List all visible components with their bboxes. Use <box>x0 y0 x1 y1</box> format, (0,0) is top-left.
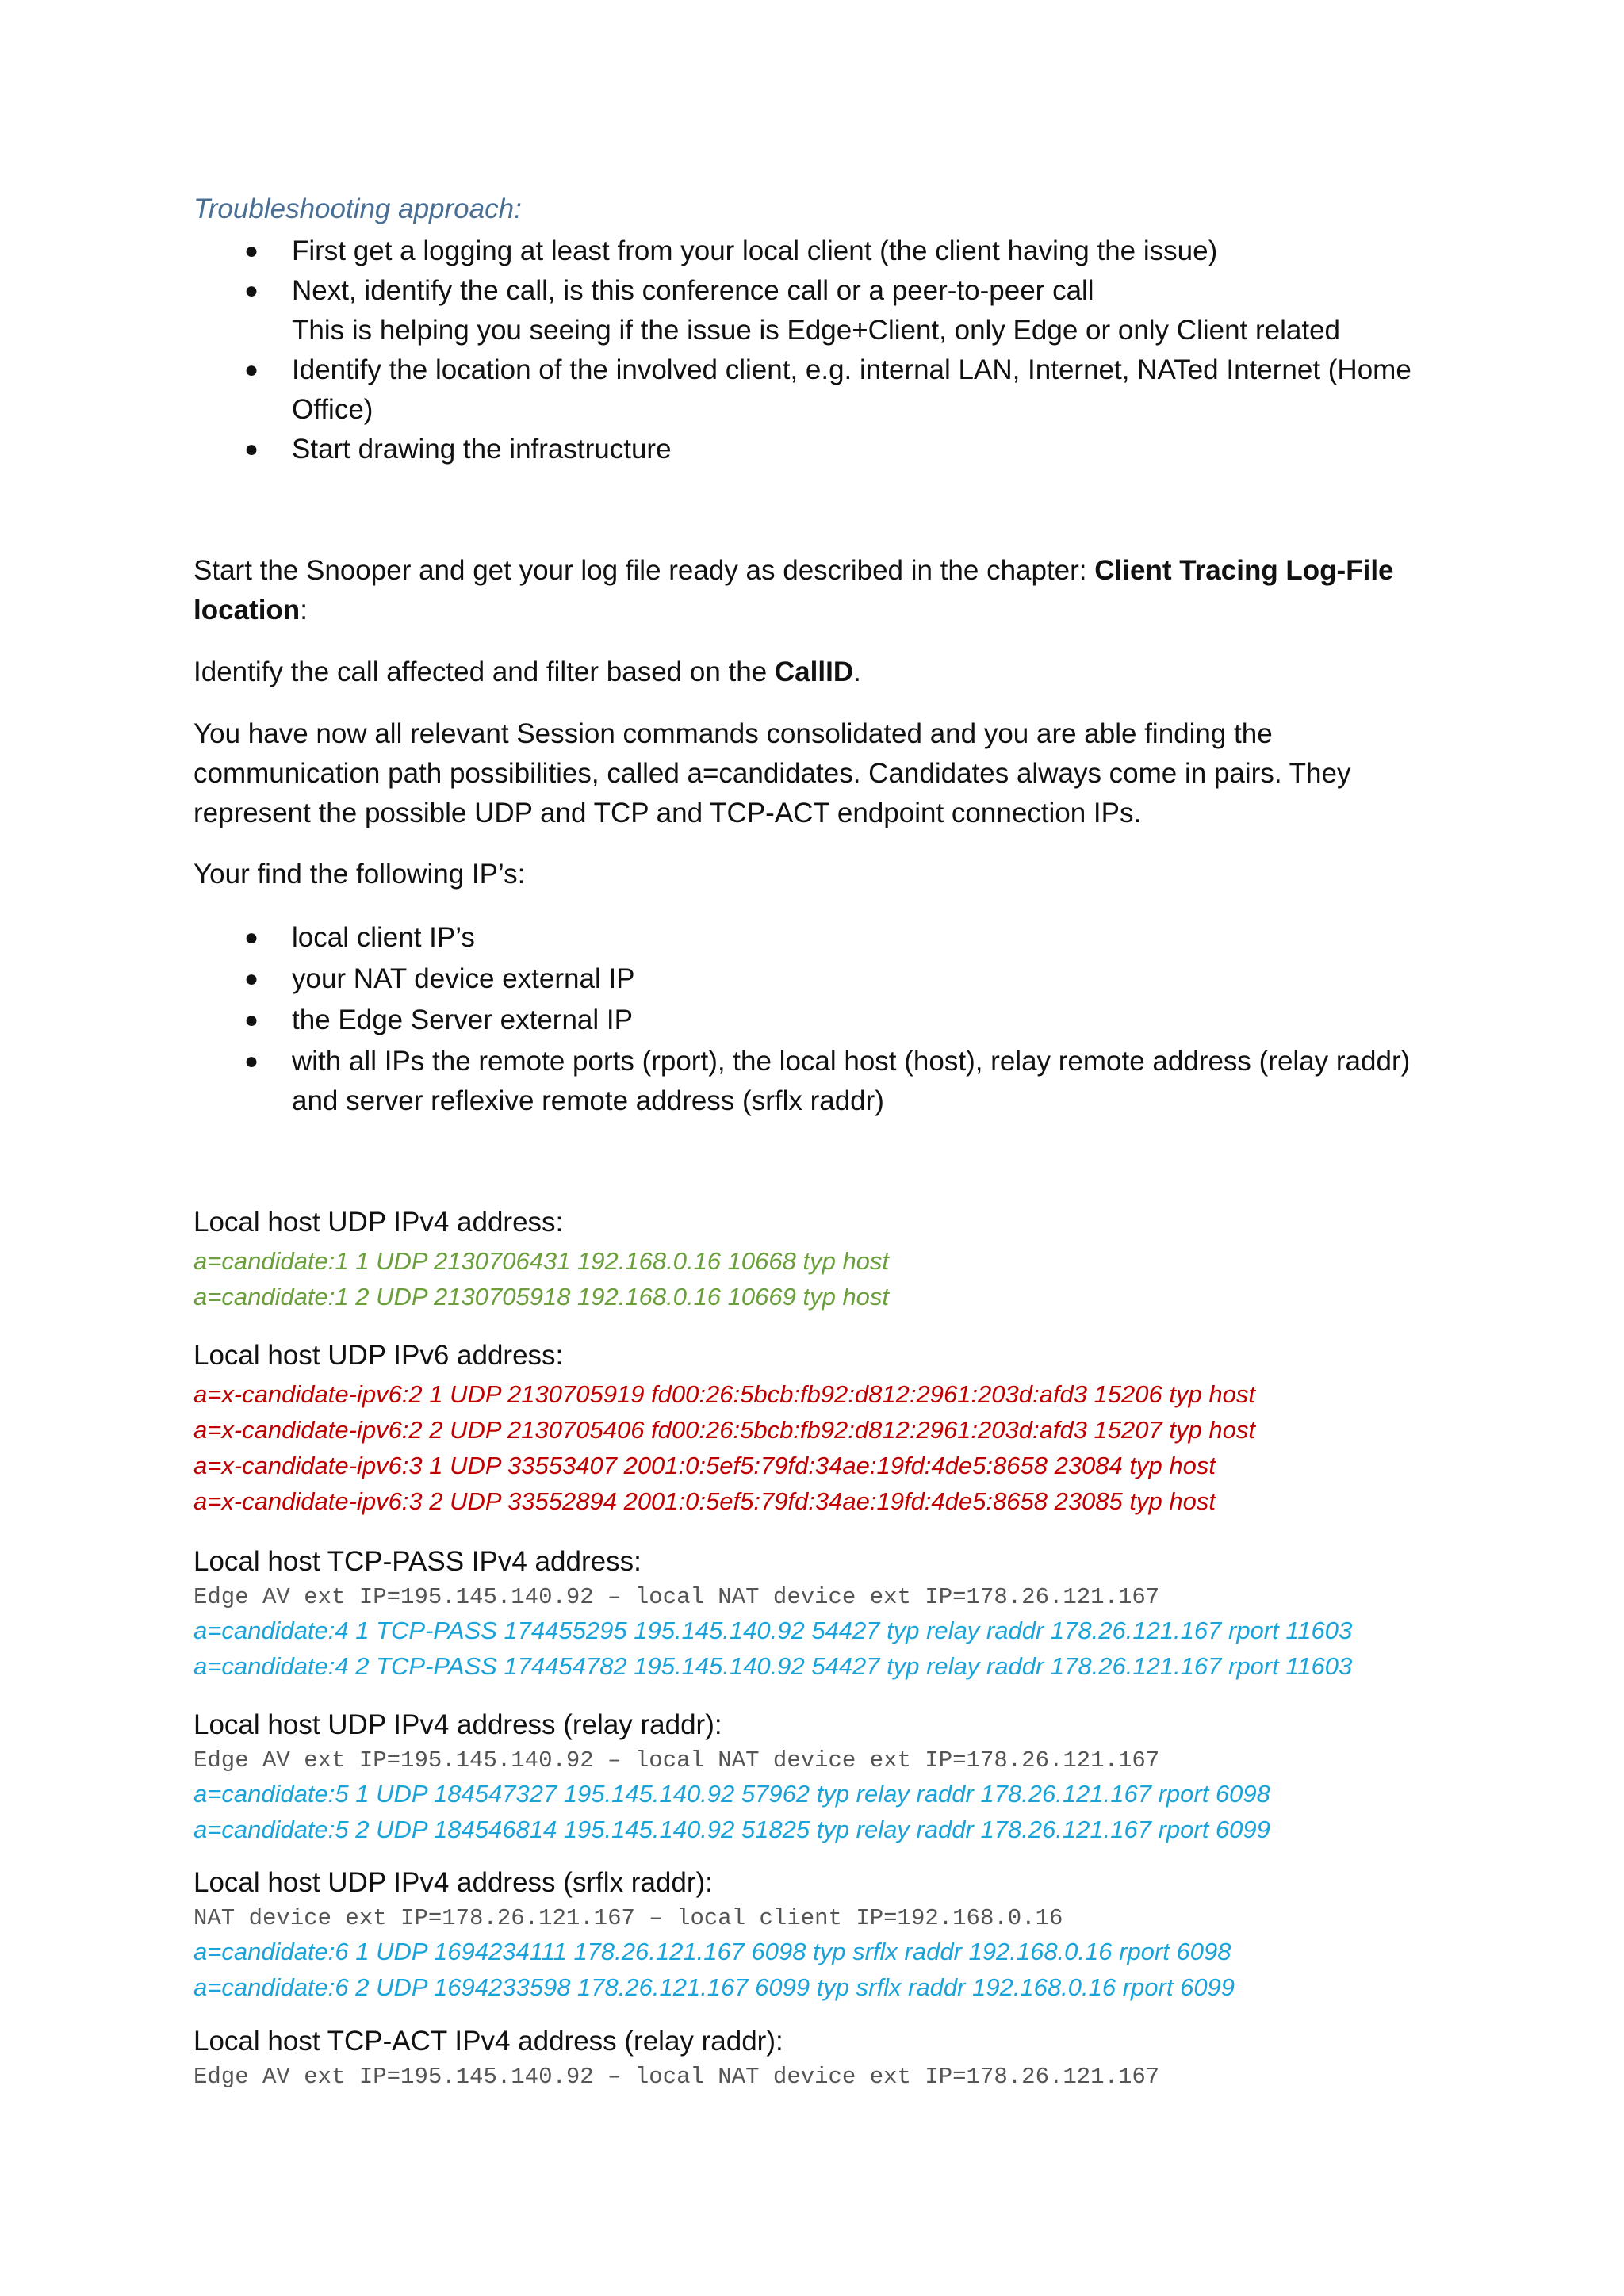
list-item <box>193 959 1446 999</box>
ip-summary-line: NAT device ext IP=178.26.121.167 – local client IP=192.168.0.16 <box>193 1905 1063 1931</box>
udp-ipv6-heading: Local host UDP IPv6 address: <box>193 1340 564 1371</box>
list-item <box>193 350 1446 430</box>
identify-paragraph <box>193 652 1446 692</box>
ip-summary-line: Edge AV ext IP=195.145.140.92 – local NAT device ext IP=178.26.121.167 <box>193 1747 1160 1774</box>
identify-text: Identify the call affected and filter based on the <box>193 656 775 687</box>
list-item-text: First get a logging at least from your local client (the client having the issue) <box>292 235 1218 266</box>
list-item <box>193 430 1446 469</box>
list-item-text: with all IPs the remote ports (rport), the local host (host), relay remote address (relay raddr) and server reflexive remote address (srflx raddr) <box>292 1046 1411 1116</box>
udp-relay-heading: Local host UDP IPv4 address (relay raddr): <box>193 1709 722 1740</box>
bullet-icon: ● <box>244 924 259 951</box>
list-item <box>193 918 1446 958</box>
find-list <box>193 918 1446 1121</box>
udp-srflx-heading: Local host UDP IPv4 address (srflx raddr): <box>193 1867 713 1898</box>
bullet-icon: ● <box>244 436 259 462</box>
candidate-line: a=candidate:4 2 TCP-PASS 174454782 195.145.140.92 54427 typ relay raddr 178.26.121.167 rport 11603 <box>193 1652 1353 1680</box>
candidate-line: a=x-candidate-ipv6:2 2 UDP 2130705406 fd00:26:5bcb:fb92:d812:2961:203d:afd3 15207 typ host <box>193 1416 1255 1444</box>
udp-ipv4-heading: Local host UDP IPv4 address: <box>193 1207 564 1238</box>
bullet-icon: ● <box>244 1007 259 1033</box>
list-item <box>193 1042 1446 1121</box>
callid-term: CallID <box>774 656 854 687</box>
section-title: Troubleshooting approach: <box>193 193 522 224</box>
bullet-icon: ● <box>244 357 259 383</box>
bullet-icon: ● <box>244 1048 259 1074</box>
identify-punct: . <box>853 656 861 687</box>
chapter-reference: Client Tracing Log-File location <box>193 555 1394 626</box>
ip-summary-line: Edge AV ext IP=195.145.140.92 – local NAT device ext IP=178.26.121.167 <box>193 1584 1160 1610</box>
snooper-paragraph <box>193 551 1446 630</box>
candidate-line: a=candidate:5 2 UDP 184546814 195.145.140.92 51825 typ relay raddr 178.26.121.167 rport 6099 <box>193 1816 1270 1843</box>
list-item-subtext: This is helping you seeing if the issue is Edge+Client, only Edge or only Client related <box>292 315 1341 346</box>
candidate-line: a=candidate:4 1 TCP-PASS 174455295 195.145.140.92 54427 typ relay raddr 178.26.121.167 rport 11603 <box>193 1617 1353 1644</box>
list-item-text: Identify the location of the involved client, e.g. internal LAN, Internet, NATed Internet (Home Office) <box>292 354 1411 425</box>
list-item-text: local client IP’s <box>292 922 475 953</box>
list-item-text: Start drawing the infrastructure <box>292 434 672 465</box>
snooper-text: Start the Snooper and get your log file ready as described in the chapter: <box>193 555 1095 586</box>
candidate-line: a=candidate:6 2 UDP 1694233598 178.26.121.167 6099 typ srflx raddr 192.168.0.16 rport 6099 <box>193 1973 1235 2001</box>
list-item-text: the Edge Server external IP <box>292 1004 633 1035</box>
session-paragraph: You have now all relevant Session commands consolidated and you are able finding the communication path possibilities, called a=candidates. Candidates always come in pairs. They represent the possible UDP and TCP and TCP-ACT endpoint connection IPs. <box>193 718 1351 828</box>
candidate-line: a=candidate:5 1 UDP 184547327 195.145.140.92 57962 typ relay raddr 178.26.121.167 rport 6098 <box>193 1780 1270 1808</box>
candidate-line: a=x-candidate-ipv6:2 1 UDP 2130705919 fd00:26:5bcb:fb92:d812:2961:203d:afd3 15206 typ host <box>193 1380 1255 1408</box>
candidate-line: a=candidate:1 1 UDP 2130706431 192.168.0.16 10668 typ host <box>193 1247 890 1275</box>
tcp-act-heading: Local host TCP-ACT IPv4 address (relay raddr): <box>193 2026 783 2057</box>
snooper-punct: : <box>300 595 308 626</box>
bullet-icon: ● <box>244 238 259 264</box>
list-item-text: Next, identify the call, is this conference call or a peer-to-peer call <box>292 275 1094 306</box>
find-paragraph: Your find the following IP’s: <box>193 859 526 890</box>
bullet-icon: ● <box>244 277 259 304</box>
list-item-text: your NAT device external IP <box>292 963 635 994</box>
candidate-line: a=x-candidate-ipv6:3 2 UDP 33552894 2001:0:5ef5:79fd:34ae:19fd:4de5:8658 23085 typ host <box>193 1487 1216 1515</box>
candidate-line: a=x-candidate-ipv6:3 1 UDP 33553407 2001:0:5ef5:79fd:34ae:19fd:4de5:8658 23084 typ host <box>193 1452 1216 1479</box>
candidate-line: a=candidate:1 2 UDP 2130705918 192.168.0.16 10669 typ host <box>193 1283 890 1311</box>
list-item <box>193 271 1446 350</box>
troubleshooting-list <box>193 232 1446 469</box>
ip-summary-line: Edge AV ext IP=195.145.140.92 – local NAT device ext IP=178.26.121.167 <box>193 2064 1160 2090</box>
tcp-pass-heading: Local host TCP-PASS IPv4 address: <box>193 1546 642 1577</box>
list-item <box>193 232 1446 271</box>
candidate-line: a=candidate:6 1 UDP 1694234111 178.26.121.167 6098 typ srflx raddr 192.168.0.16 rport 6098 <box>193 1938 1231 1965</box>
list-item <box>193 1001 1446 1040</box>
bullet-icon: ● <box>244 966 259 992</box>
